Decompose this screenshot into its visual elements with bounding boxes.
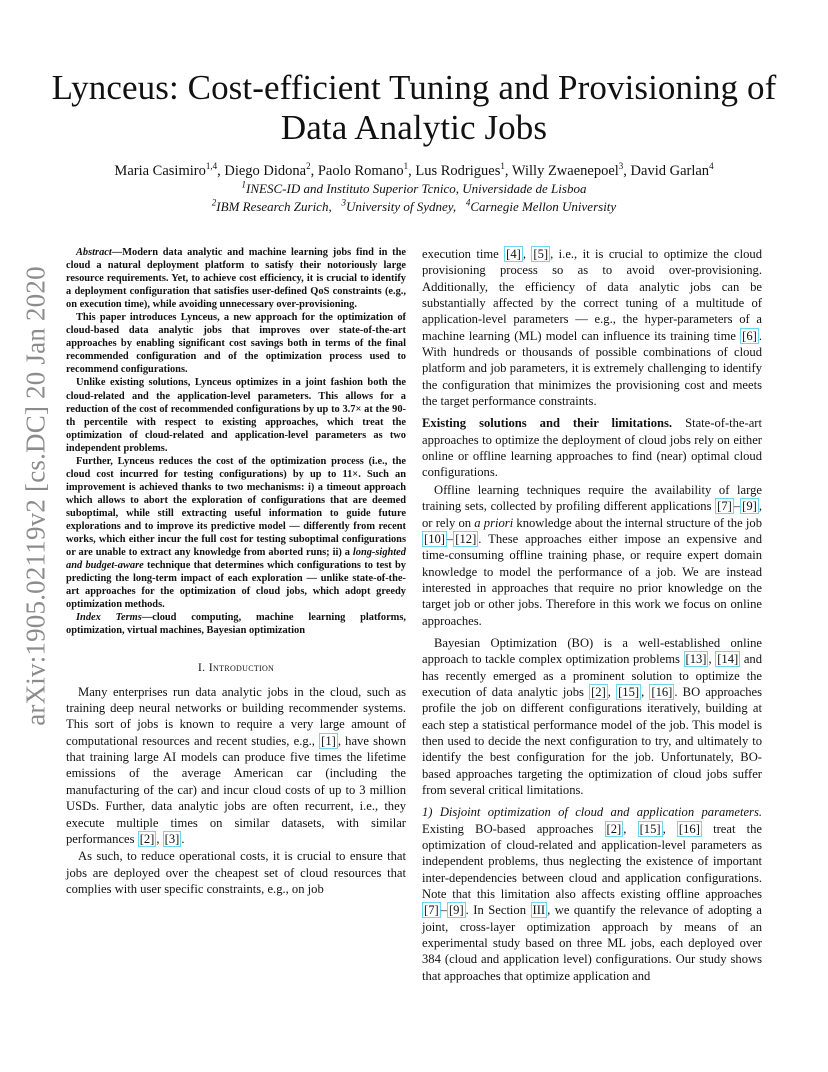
citation-link[interactable]: [6]	[742, 328, 757, 343]
citation-link[interactable]: [12]	[455, 531, 477, 546]
paper-title	[40, 68, 788, 148]
affiliation-sup: 3	[341, 197, 346, 208]
abstract-text: —Modern data analytic and machine learning jobs find in the cloud a natural deployment platform to satisfy their notoriously large resource requirements. Yet, to achieve cost efficiency, it is crucial to identify a deployment configuration that satisfies user-defined QoS constraints (e.g., on execution time), while avoiding unnecessary over-provisioning.	[66, 247, 406, 311]
author-sup: 3	[618, 161, 624, 172]
body-text: ,	[641, 684, 650, 699]
author-list: Maria Casimiro$^{1,4}$, Diego Didona$^2$, Paolo Romano$^1$, Lus Rodrigues$^1$, Willy Zwaenepoel$^3$, David Garlan$^4$	[114, 161, 714, 179]
body-text: State-of-the-art approaches to optimize the deployment of cloud jobs rely on either online or offline learning approaches to find (near) optimal cloud configurations.	[422, 416, 762, 480]
author-name: Willy Zwaenepoel	[511, 163, 619, 179]
citation-link[interactable]: [15]	[618, 684, 640, 699]
affiliation-text: IBM Research Zurich,	[216, 199, 332, 214]
citation-link[interactable]: [3]	[164, 831, 180, 846]
citation-link[interactable]: [2]	[139, 831, 155, 846]
title-line-1: Lynceus: Cost-efficient Tuning and Provisioning of	[51, 68, 777, 107]
body-text: ,	[708, 652, 716, 667]
section-heading	[66, 659, 406, 675]
citation-link[interactable]: [15]	[639, 821, 661, 836]
intro-body-right	[422, 246, 762, 984]
arxiv-watermark[interactable]	[14, 258, 58, 734]
body-text: Offline learning techniques require the availability of large training sets, collected by profiling different applications	[422, 482, 762, 514]
title-line-2: Data Analytic Jobs	[280, 108, 548, 147]
body-paragraph	[422, 415, 762, 480]
body-text: ,	[607, 684, 617, 699]
right-column	[422, 246, 762, 984]
affiliation-text: Carnegie Mellon University	[470, 199, 617, 214]
section-number: I.	[197, 660, 206, 675]
left-column	[66, 246, 406, 897]
affiliation-2	[40, 199, 788, 215]
section-title: Introduction	[208, 660, 275, 675]
abstract-label: Abstract	[76, 247, 112, 258]
arxiv-identifier[interactable]: arXiv:1905.02119v2 [cs.DC] 20 Jan 2020	[20, 266, 51, 726]
abstract-text: technique that determines which configurations to test by predicting the long-term impact of each exploration — unlike state-of-the-art approaches for the optimization of cloud jobs, which adopt greedy optimization methods.	[66, 560, 406, 611]
body-text: . With hundreds or thousands of possible combinations of cloud platform and job parameters, it is extremely challenging to identify the configuration that minimizes the provisioning cost and meets the target performance constraints.	[422, 328, 762, 409]
body-text: . BO approaches profile the job on different configurations iteratively, building at each step a statistical performance model of the job. This model is then used to decide the next configuration to try, and ultimately to identify the best configuration for the job. Unfortunately, BO-based approaches targeting the optimization of cloud jobs suffer from several critical limitations.	[422, 684, 762, 797]
body-text: –	[733, 499, 741, 514]
section-link[interactable]: III	[532, 903, 546, 918]
abstract-paragraph	[66, 246, 406, 311]
index-terms	[66, 611, 406, 637]
intro-body-left	[66, 684, 406, 897]
body-text: knowledge about the internal structure of the job	[513, 515, 762, 530]
body-text: –	[446, 531, 454, 546]
affiliation-sup: 2	[211, 197, 217, 208]
citation-link[interactable]: [16]	[651, 684, 673, 699]
citation-link[interactable]: [14]	[717, 652, 739, 667]
citation-link[interactable]: [7]	[717, 499, 732, 514]
body-text: , we quantify the relevance of adopting a joint, cross-layer optimization approach by means of an experimental study based on three ML jobs, each deployed over 384 (cloud and application level) configurations. Our study shows that approaches that optimize application and	[422, 903, 762, 983]
body-text: –	[440, 903, 447, 918]
affiliation-sup: 1	[241, 179, 247, 190]
body-emphasis: a priori	[474, 515, 514, 530]
body-paragraph: As such, to reduce operational costs, it is crucial to ensure that jobs are deployed over the cheapest set of cloud resources that complies with user specific constraints, e.g., on job	[66, 849, 406, 896]
abstract	[66, 246, 406, 637]
body-paragraph	[422, 635, 762, 798]
index-terms-label: Index Terms	[76, 612, 142, 624]
affiliation-1	[40, 181, 788, 197]
abstract-paragraph: This paper introduces Lynceus, a new approach for the optimization of cloud-based data analytic jobs that improves over state-of-the-art approaches by enabling significant cost savings both in terms of the final recommended configuration and of the optimization process used to recommend configurations.	[66, 312, 406, 376]
author-name: Paolo Romano	[317, 163, 404, 179]
citation-link[interactable]: [2]	[591, 684, 606, 699]
affiliation-text: INESC-ID and Instituto Superior Tcnico, Universidade de Lisboa	[246, 181, 587, 196]
body-text: Many enterprises run data analytic jobs in the cloud, such as training deep neural networks or building recommender systems. This sort of jobs is known to require a very large amount of computational resources and recent studies, e.g.,	[66, 684, 406, 748]
body-text: execution time	[422, 247, 505, 261]
body-text: ,	[662, 821, 677, 836]
affiliation-sup: 4	[465, 197, 471, 208]
citation-link[interactable]: [16]	[678, 821, 700, 836]
body-text: , have shown that training large AI models can produce five times the lifetime emissions of the average American car (including the manufacturing of the car) and incur cloud costs of up to 3 million USDs. Further, data analytic jobs are often recurrent, i.e., they execute multiple times on similar datasets, with similar performances	[66, 733, 406, 846]
subsection-heading: 1) Disjoint optimization of cloud and application parameters.	[422, 805, 762, 820]
body-text: . In Section	[465, 903, 531, 918]
index-terms-text: —cloud computing, machine learning platforms, optimization, virtual machines, Bayesian optimization	[66, 612, 406, 637]
abstract-emphasis: long-sighted and budget-aware	[66, 547, 406, 572]
body-paragraph	[422, 804, 762, 984]
citation-link[interactable]: [13]	[685, 652, 707, 667]
citation-link[interactable]: [10]	[424, 531, 445, 546]
body-text: ,	[522, 247, 532, 261]
citation-link[interactable]: [9]	[742, 499, 757, 514]
author-sup: 1,4	[205, 161, 218, 172]
body-text: Existing BO-based approaches	[422, 821, 605, 836]
body-text: and has recently emerged as a prominent solution to optimize the execution of data analytic jobs	[422, 652, 762, 699]
citation-link[interactable]: [2]	[606, 821, 622, 836]
paragraph-heading: Existing solutions and their limitations.	[422, 416, 673, 431]
body-text: .	[181, 831, 185, 846]
body-text: ,	[623, 821, 638, 836]
author-sup: 2	[306, 161, 311, 172]
abstract-text: Further, Lynceus reduces the cost of the optimization process (i.e., the cloud cost incurred for testing configurations) by up to 11×. Such an improvement is achieved thanks to two mechanisms: i) a timeout approach which allows to abort the exploration of configurations that are deemed suboptimal, while still extracting useful information to guide future explorations and to improve its predictive model — differently from recent works, which either incur the full cost for testing suboptimal configurations or are unable to extract any knowledge from aborted runs; ii) a	[66, 455, 406, 559]
body-text: , i.e., it is crucial to optimize the cloud provisioning process so as to avoid over-provisioning. Additionally, the efficiency of data analytic jobs can be substantially affected by the correct tuning of a multitude of application-level parameters — e.g., the hyper-parameters of a machine learning (ML) model can influence its training time	[422, 247, 762, 343]
author-name: Maria Casimiro	[114, 163, 206, 179]
citation-link[interactable]: [5]	[533, 247, 549, 261]
author-name: Lus Rodrigues	[415, 163, 501, 179]
author-name: David Garlan	[630, 163, 710, 179]
author-sup: 4	[709, 161, 714, 172]
body-paragraph	[66, 684, 406, 847]
citation-link[interactable]: [1]	[321, 733, 336, 748]
body-paragraph	[422, 482, 762, 629]
body-text: ,	[156, 831, 163, 846]
citation-link[interactable]: [7]	[424, 903, 439, 918]
author-name: Diego Didona	[224, 163, 307, 179]
author-sup: 1	[403, 161, 409, 172]
body-paragraph	[422, 246, 762, 409]
author-sup: 1	[500, 161, 505, 172]
abstract-paragraph	[66, 455, 406, 612]
body-text: , or rely on	[422, 499, 762, 530]
body-text: treat the optimization of cloud-related and application-level parameters as independent problems, thus neglecting the existence of important inter-dependencies between cloud and application configurations. Note that this limitation also affects existing offline approaches	[422, 821, 763, 902]
affiliation-text: University of Sydney,	[345, 199, 457, 214]
citation-link[interactable]: [9]	[448, 903, 464, 918]
abstract-paragraph: Unlike existing solutions, Lynceus optimizes in a joint fashion both the cloud-related and the application-level parameters. This allows for a reduction of the cost of recommended configurations by up to 3.7× at the 90-th percentile with respect to existing approaches, which treat the optimization of cloud-related and application-level parameters as two independent problems.	[66, 377, 406, 454]
body-text: Bayesian Optimization (BO) is a well-established online approach to tackle complex optimization problems	[422, 635, 762, 667]
citation-link[interactable]: [4]	[506, 247, 521, 261]
body-text: . These approaches either impose an expensive and time-consuming offline training phase, or require expert domain knowledge to model the performance of a job. We are instead interested in approaches that require no prior knowledge on the target job or other jobs. Therefore in this work we focus on online approaches.	[422, 531, 762, 628]
